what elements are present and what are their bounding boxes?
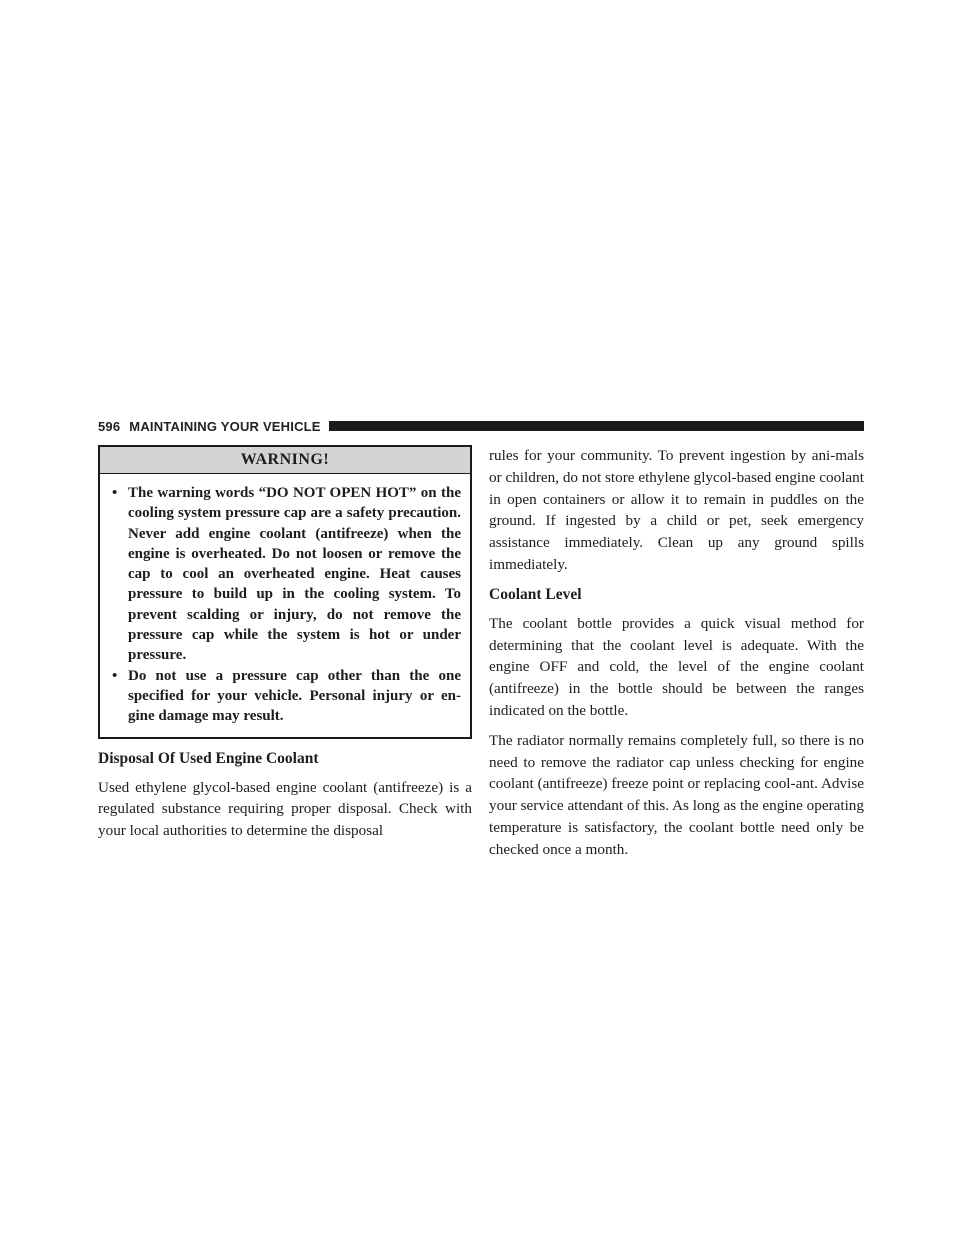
right-column bbox=[489, 445, 864, 861]
section-title: MAINTAINING YOUR VEHICLE bbox=[129, 418, 321, 434]
disposal-paragraph-part1: Used ethylene glycol-based engine coolant (antifreeze) is a regulated substance requiring proper disposal. Check with your local authorities to determine the disposal bbox=[98, 778, 472, 840]
disposal-paragraph-part2: rules for your community. To prevent ingestion by ani-mals or children, do not store ethylene glycol-based engine coolant in open containers or allow it to remain in puddles on the ground. If ingested by a child or pet, seek emergency assistance immediately. Clean up any ground spills immediately. bbox=[489, 447, 864, 573]
page-number: 596 bbox=[98, 418, 121, 434]
header-rule bbox=[329, 421, 864, 431]
warning-box bbox=[98, 445, 472, 739]
coolant-level-paragraph-1: The coolant bottle provides a quick visual method for determining that the coolant level is adequate. With the engine OFF and cold, the level of the engine coolant (antifreeze) in the bottle should be between the ranges indicated on the bottle. bbox=[489, 614, 864, 719]
warning-item-text: Do not use a pressure cap other than the one specified for your vehicle. Personal injury or en-gine damage may result. bbox=[128, 667, 461, 725]
left-column bbox=[98, 445, 472, 842]
warning-list bbox=[100, 474, 470, 737]
bullet-icon: • bbox=[112, 485, 118, 501]
page-header bbox=[98, 418, 864, 434]
coolant-level-paragraph-2: The radiator normally remains completely full, so there is no need to remove the radiator cap unless checking for engine coolant (antifreeze) freeze point or replacing cool-ant. Advise your service attendant of this. As long as the engine operating temperature is satisfactory, the coolant bottle need only be checked once a month. bbox=[489, 731, 864, 858]
warning-item-text: The warning words “DO NOT OPEN HOT” on the cooling system pressure cap are a safety precaution. Never add engine coolant (antifreeze) when the engine is overheated. Do not loosen or remove the cap to cool an overheated engine. Heat causes pressure to build up in the cooling system. To prevent scalding or injury, do not remove the pressure cap while the system is hot or under pressure. bbox=[128, 485, 461, 664]
disposal-heading: Disposal Of Used Engine Coolant bbox=[98, 749, 319, 767]
warning-title: WARNING! bbox=[100, 447, 470, 474]
bullet-icon: • bbox=[112, 667, 118, 684]
warning-item bbox=[112, 483, 461, 666]
coolant-level-heading: Coolant Level bbox=[489, 585, 582, 603]
warning-item bbox=[112, 666, 461, 727]
